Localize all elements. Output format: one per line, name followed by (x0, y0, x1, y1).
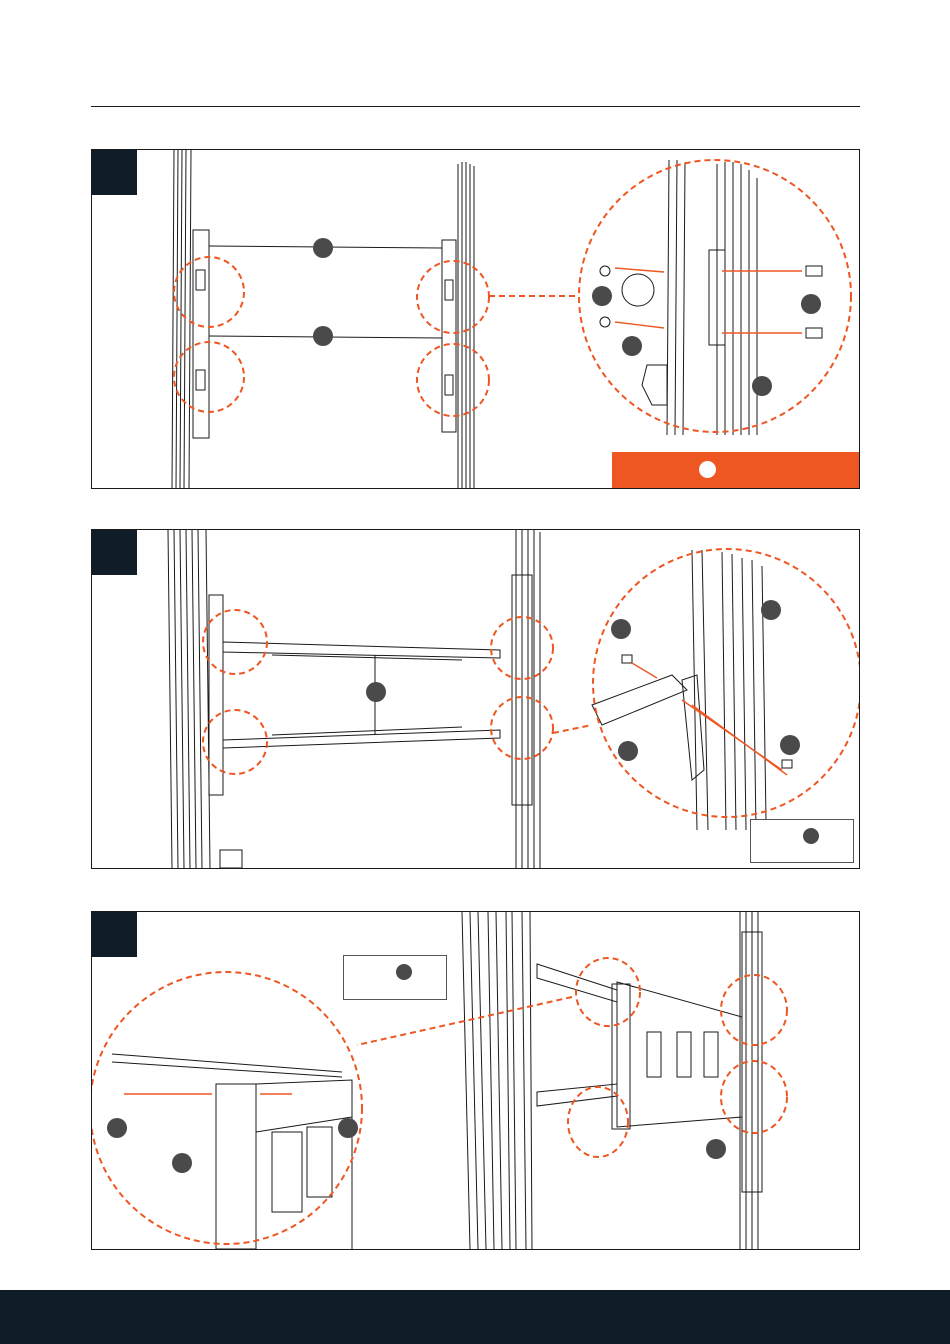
quantity-box (343, 955, 447, 1000)
step-number-tab (92, 150, 137, 195)
callout-marker (761, 600, 781, 620)
callout-marker (611, 619, 631, 639)
page-footer-bar (0, 1290, 950, 1344)
callout-marker (592, 286, 612, 306)
quantity-box (750, 819, 854, 863)
step-3-panel (91, 911, 860, 1250)
callout-marker (706, 1139, 726, 1159)
callout-marker (618, 741, 638, 761)
callout-marker (366, 682, 386, 702)
step-number-tab (92, 530, 137, 575)
tool-banner (612, 452, 859, 488)
header-rule (91, 106, 860, 107)
callout-marker (801, 294, 821, 314)
quantity-marker (396, 964, 412, 980)
callout-marker (752, 376, 772, 396)
step-3-illustration (92, 912, 859, 1249)
callout-marker (780, 735, 800, 755)
callout-marker (107, 1118, 127, 1138)
quantity-marker (803, 828, 819, 844)
tool-marker (699, 461, 716, 478)
callout-marker (338, 1118, 358, 1138)
callout-marker (313, 238, 333, 258)
step-1-illustration (92, 150, 859, 488)
callout-marker (172, 1153, 192, 1173)
callout-marker (622, 336, 642, 356)
callout-marker (313, 326, 333, 346)
step-number-tab (92, 912, 137, 957)
step-1-panel (91, 149, 860, 489)
step-2-panel (91, 529, 860, 869)
step-2-illustration (92, 530, 859, 868)
